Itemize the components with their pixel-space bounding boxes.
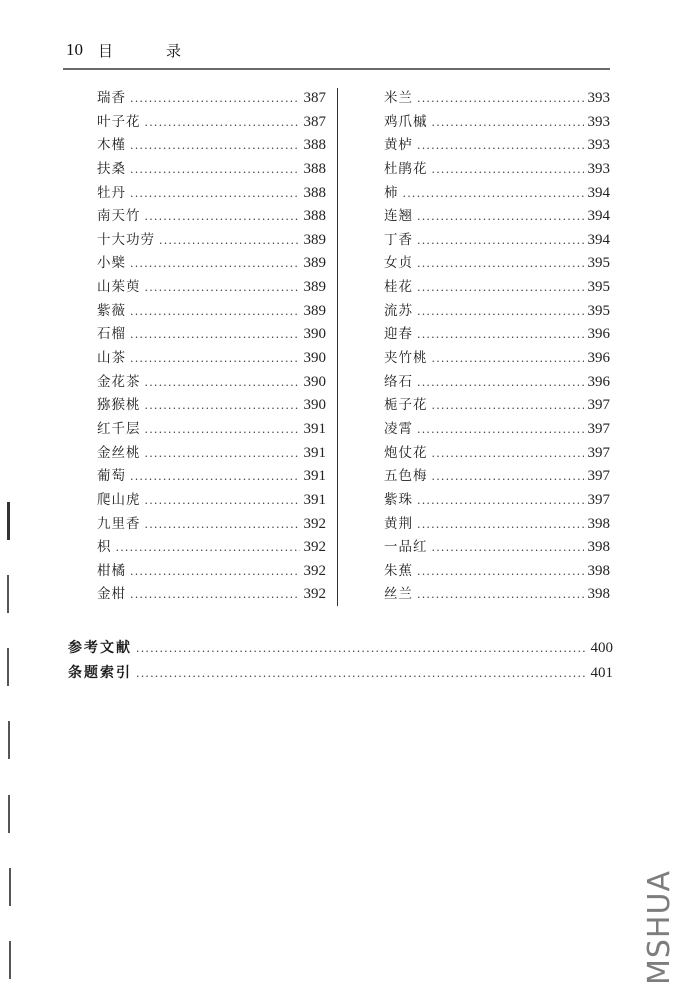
toc-entry-page: 400 — [590, 640, 613, 656]
toc-entry-page: 397 — [587, 444, 610, 461]
dot-leader — [145, 418, 300, 442]
toc-entry[interactable] — [97, 489, 326, 513]
toc-entry[interactable] — [384, 300, 610, 324]
toc-entry-page: 389 — [303, 231, 326, 248]
dot-leader — [145, 111, 300, 135]
toc-entry-title: 十大功劳 — [97, 231, 155, 248]
toc-entry-page: 389 — [303, 302, 326, 319]
toc-entry-page: 396 — [587, 350, 610, 367]
binding-mark — [8, 721, 10, 759]
toc-entry-title: 一品红 — [384, 539, 428, 556]
toc-entry-title: 爬山虎 — [97, 491, 141, 508]
dot-leader — [130, 252, 300, 276]
toc-entry-title: 黄荆 — [384, 515, 413, 532]
toc-entry-title: 夹竹桃 — [384, 350, 428, 367]
dot-leader — [432, 442, 584, 466]
toc-entry-title: 参考文献 — [68, 640, 132, 656]
dot-leader — [417, 252, 584, 276]
dot-leader — [130, 323, 300, 347]
dot-leader — [417, 300, 584, 324]
dot-leader — [136, 661, 587, 686]
dot-leader — [432, 158, 584, 182]
toc-entry-page: 391 — [303, 444, 326, 461]
toc-entry-page: 397 — [587, 491, 610, 508]
dot-leader — [432, 465, 584, 489]
toc-entry-page: 394 — [587, 208, 610, 225]
dot-leader — [417, 205, 584, 229]
toc-entry[interactable] — [97, 252, 326, 276]
toc-entry[interactable] — [97, 371, 326, 395]
toc-entry-title: 五色梅 — [384, 468, 428, 485]
toc-entry-title: 金丝桃 — [97, 444, 141, 461]
toc-entry-title: 猕猴桃 — [97, 397, 141, 414]
toc-entry-page: 388 — [303, 208, 326, 225]
toc-entry-title: 扶桑 — [97, 160, 126, 177]
toc-entry[interactable] — [97, 111, 326, 135]
toc-entry[interactable] — [384, 182, 610, 206]
dot-leader — [130, 465, 300, 489]
toc-entry-page: 395 — [587, 279, 610, 296]
dot-leader — [417, 323, 584, 347]
column-divider — [337, 88, 338, 606]
toc-entry-page: 389 — [303, 279, 326, 296]
binding-mark — [9, 868, 11, 906]
toc-entry[interactable] — [384, 276, 610, 300]
toc-entry-page: 389 — [303, 255, 326, 272]
toc-entry[interactable] — [384, 536, 610, 560]
dot-leader — [417, 87, 584, 111]
toc-entry[interactable] — [97, 323, 326, 347]
dot-leader — [417, 371, 584, 395]
toc-entry[interactable] — [384, 583, 610, 607]
toc-entry-title: 葡萄 — [97, 468, 126, 485]
dot-leader — [432, 347, 584, 371]
dot-leader — [403, 182, 584, 206]
toc-entry-page: 394 — [587, 231, 610, 248]
binding-mark — [7, 648, 9, 686]
toc-entry[interactable] — [68, 636, 613, 661]
toc-entry-title: 凌霄 — [384, 420, 413, 437]
dot-leader — [130, 560, 300, 584]
toc-entry-page: 392 — [303, 586, 326, 603]
toc-entry[interactable] — [97, 465, 326, 489]
dot-leader — [432, 536, 584, 560]
toc-entry-title: 金花茶 — [97, 373, 141, 390]
toc-entry[interactable] — [384, 442, 610, 466]
toc-entry[interactable] — [384, 513, 610, 537]
dot-leader — [432, 111, 584, 135]
toc-entry[interactable] — [384, 347, 610, 371]
toc-entry-page: 388 — [303, 137, 326, 154]
toc-entry[interactable] — [384, 205, 610, 229]
toc-entry[interactable] — [384, 394, 610, 418]
toc-entry[interactable] — [384, 229, 610, 253]
toc-entry-page: 392 — [303, 539, 326, 556]
toc-entry-page: 397 — [587, 468, 610, 485]
dot-leader — [417, 229, 584, 253]
toc-entry[interactable] — [97, 347, 326, 371]
toc-entry[interactable] — [384, 134, 610, 158]
toc-left-column — [97, 87, 326, 607]
toc-entry-title: 枳 — [97, 539, 112, 556]
dot-leader — [130, 583, 300, 607]
toc-entry-title: 九里香 — [97, 515, 141, 532]
toc-entry-title: 山茱萸 — [97, 279, 141, 296]
toc-entry-page: 398 — [587, 562, 610, 579]
header-title-char-1: 目 — [98, 42, 114, 60]
toc-entry[interactable] — [384, 323, 610, 347]
dot-leader — [159, 229, 300, 253]
dot-leader — [145, 371, 300, 395]
toc-entry-title: 黄栌 — [384, 137, 413, 154]
toc-entry[interactable] — [384, 418, 610, 442]
toc-entry-page: 390 — [303, 373, 326, 390]
toc-entry[interactable] — [384, 560, 610, 584]
toc-entry-page: 393 — [587, 113, 610, 130]
toc-entry-title: 金柑 — [97, 586, 126, 603]
toc-entry-page: 395 — [587, 255, 610, 272]
toc-entry-title: 山茶 — [97, 350, 126, 367]
toc-entry-page: 401 — [590, 665, 613, 681]
toc-entry-title: 络石 — [384, 373, 413, 390]
toc-entry[interactable] — [384, 465, 610, 489]
toc-entry[interactable] — [97, 134, 326, 158]
dot-leader — [417, 489, 584, 513]
toc-entry-title: 紫薇 — [97, 302, 126, 319]
toc-entry[interactable] — [97, 442, 326, 466]
toc-entry[interactable] — [384, 489, 610, 513]
toc-entry-title: 柿 — [384, 184, 399, 201]
toc-entry-title: 桂花 — [384, 279, 413, 296]
toc-entry[interactable] — [384, 371, 610, 395]
dot-leader — [130, 134, 300, 158]
header-page-number: 10 — [66, 40, 83, 59]
toc-entry-page: 387 — [303, 90, 326, 106]
toc-entry-page: 388 — [303, 160, 326, 177]
dot-leader — [145, 205, 300, 229]
dot-leader — [417, 276, 584, 300]
toc-entry-title: 连翘 — [384, 208, 413, 225]
dot-leader — [130, 87, 300, 111]
toc-entry-title: 女贞 — [384, 255, 413, 272]
header-rule — [63, 68, 610, 70]
dot-leader — [130, 300, 300, 324]
toc-entry-title: 柑橘 — [97, 562, 126, 579]
toc-right-column — [384, 87, 610, 607]
dot-leader — [145, 513, 300, 537]
toc-entry-page: 398 — [587, 539, 610, 556]
toc-entry-page: 397 — [587, 397, 610, 414]
toc-entry-page: 391 — [303, 491, 326, 508]
toc-entry-title: 条题索引 — [68, 665, 132, 681]
toc-entry-page: 397 — [587, 420, 610, 437]
toc-back-matter — [68, 636, 613, 686]
toc-entry-page: 398 — [587, 586, 610, 603]
toc-entry-title: 红千层 — [97, 420, 141, 437]
toc-entry-title: 木槿 — [97, 137, 126, 154]
dot-leader — [130, 158, 300, 182]
toc-entry-title: 牡丹 — [97, 184, 126, 201]
dot-leader — [130, 182, 300, 206]
toc-entry[interactable] — [97, 158, 326, 182]
dot-leader — [417, 134, 584, 158]
toc-entry-page: 388 — [303, 184, 326, 201]
toc-entry-page: 392 — [303, 515, 326, 532]
toc-entry-title: 叶子花 — [97, 113, 141, 130]
toc-entry-title: 丝兰 — [384, 586, 413, 603]
toc-entry[interactable] — [97, 583, 326, 607]
toc-entry-title: 杜鹃花 — [384, 160, 428, 177]
toc-entry[interactable] — [97, 276, 326, 300]
binding-mark — [7, 502, 10, 540]
toc-entry-page: 390 — [303, 397, 326, 414]
toc-entry-page: 396 — [587, 326, 610, 343]
toc-entry-title: 朱蕉 — [384, 562, 413, 579]
dot-leader — [145, 489, 300, 513]
toc-entry[interactable] — [97, 513, 326, 537]
toc-entry[interactable] — [97, 182, 326, 206]
dot-leader — [145, 394, 300, 418]
header-title-char-2: 录 — [166, 42, 182, 60]
toc-entry-title: 米兰 — [384, 90, 413, 106]
toc-entry-page: 396 — [587, 373, 610, 390]
dot-leader — [417, 560, 584, 584]
toc-entry[interactable] — [384, 87, 610, 111]
dot-leader — [417, 418, 584, 442]
binding-mark — [7, 575, 9, 613]
toc-entry-title: 炮仗花 — [384, 444, 428, 461]
toc-entry-page: 393 — [587, 160, 610, 177]
toc-entry-page: 393 — [587, 137, 610, 154]
toc-entry[interactable] — [384, 252, 610, 276]
toc-entry-page: 393 — [587, 90, 610, 106]
toc-entry[interactable] — [384, 111, 610, 135]
toc-entry-page: 398 — [587, 515, 610, 532]
dot-leader — [145, 276, 300, 300]
dot-leader — [432, 394, 584, 418]
toc-entry[interactable] — [97, 394, 326, 418]
toc-entry-page: 392 — [303, 562, 326, 579]
watermark: MSHUA — [642, 870, 677, 985]
toc-entry-page: 390 — [303, 326, 326, 343]
dot-leader — [417, 583, 584, 607]
toc-entry[interactable] — [97, 87, 326, 111]
dot-leader — [145, 442, 300, 466]
binding-mark — [8, 795, 10, 833]
toc-entry-title: 流苏 — [384, 302, 413, 319]
running-header — [66, 40, 182, 60]
toc-entry-title: 南天竹 — [97, 208, 141, 225]
toc-entry-page: 391 — [303, 468, 326, 485]
toc-entry-title: 迎春 — [384, 326, 413, 343]
toc-entry-page: 391 — [303, 420, 326, 437]
toc-entry-title: 瑞香 — [97, 90, 126, 106]
binding-mark — [9, 941, 11, 979]
toc-entry[interactable] — [97, 560, 326, 584]
toc-entry[interactable] — [97, 418, 326, 442]
toc-entry[interactable] — [68, 661, 613, 686]
toc-entry[interactable] — [97, 229, 326, 253]
toc-entry[interactable] — [97, 205, 326, 229]
toc-entry-page: 387 — [303, 113, 326, 130]
dot-leader — [116, 536, 300, 560]
toc-entry[interactable] — [384, 158, 610, 182]
dot-leader — [136, 636, 587, 661]
toc-entry-title: 石榴 — [97, 326, 126, 343]
toc-entry-title: 鸡爪槭 — [384, 113, 428, 130]
toc-entry-page: 395 — [587, 302, 610, 319]
dot-leader — [130, 347, 300, 371]
toc-entry-title: 紫珠 — [384, 491, 413, 508]
toc-entry[interactable] — [97, 300, 326, 324]
toc-entry[interactable] — [97, 536, 326, 560]
toc-entry-page: 394 — [587, 184, 610, 201]
dot-leader — [417, 513, 584, 537]
toc-entry-page: 390 — [303, 350, 326, 367]
toc-entry-title: 小檗 — [97, 255, 126, 272]
toc-entry-title: 栀子花 — [384, 397, 428, 414]
toc-entry-title: 丁香 — [384, 231, 413, 248]
